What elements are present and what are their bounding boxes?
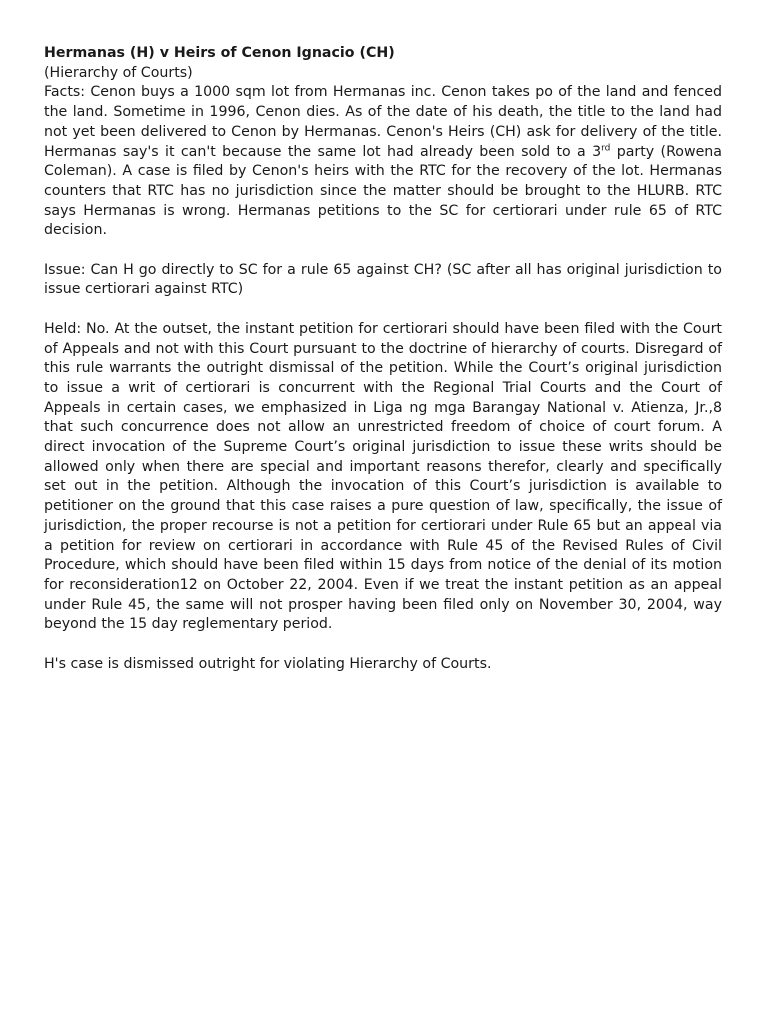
case-subtitle: (Hierarchy of Courts) bbox=[44, 64, 193, 81]
paragraph-spacer bbox=[44, 300, 722, 320]
document-page bbox=[44, 44, 722, 674]
facts-text-part-2: party (Rowena Coleman). A case is filed by Cenon's heirs with the RTC for the recovery of the lot. Hermanas counters that RTC has no jurisdiction since the matter should be brought to the HLURB. RTC says Hermanas is wrong. Hermanas petitions to the SC for certiorari under rule 65 of RTC decision. bbox=[44, 143, 722, 239]
facts-paragraph bbox=[44, 83, 722, 241]
paragraph-spacer bbox=[44, 635, 722, 655]
held-paragraph: Held: No. At the outset, the instant petition for certiorari should have been filed with the Court of Appeals and not with this Court pursuant to the doctrine of hierarchy of courts. Disregard of this rule warrants the outright dismissal of the petition. While the Court’s original jurisdiction to issue a writ of certiorari is concurrent with the Regional Trial Courts and the Court of Appeals in certain cases, we emphasized in Liga ng mga Barangay National v. Atienza, Jr.,8 that such concurrence does not allow an unrestricted freedom of choice of court forum. A direct invocation of the Supreme Court’s original jurisdiction to issue these writs should be allowed only when there are special and important reasons therefor, clearly and specifically set out in the petition. Although the invocation of this Court’s jurisdiction is available to petitioner on the ground that this case raises a pure question of law, specifically, the issue of jurisdiction, the proper recourse is not a petition for certiorari under Rule 65 but an appeal via a petition for review on certiorari in accordance with Rule 45 of the Revised Rules of Civil Procedure, which should have been filed within 15 days from notice of the denial of its motion for reconsideration12 on October 22, 2004. Even if we treat the instant petition as an appeal under Rule 45, the same will not prosper having been filed only on November 30, 2004, way beyond the 15 day reglementary period. bbox=[44, 320, 722, 633]
case-title: Hermanas (H) v Heirs of Cenon Ignacio (CH) bbox=[44, 45, 395, 61]
facts-text-part-1: Facts: Cenon buys a 1000 sqm lot from Hermanas inc. Cenon takes po of the land and fenced the land. Sometime in 1996, Cenon dies. As of the date of his death, the title to the land had not yet been delivered to Cenon by Hermanas. Cenon's Heirs (CH) ask for delivery of the title. Hermanas say's it can't because the same lot had already been sold to a 3 bbox=[44, 84, 722, 160]
issue-paragraph: Issue: Can H go directly to SC for a rule 65 against CH? (SC after all has original jurisdiction to issue certiorari against RTC) bbox=[44, 261, 722, 298]
paragraph-spacer bbox=[44, 241, 722, 261]
conclusion-paragraph: H's case is dismissed outright for violating Hierarchy of Courts. bbox=[44, 655, 492, 672]
ordinal-superscript: rd bbox=[601, 142, 611, 153]
